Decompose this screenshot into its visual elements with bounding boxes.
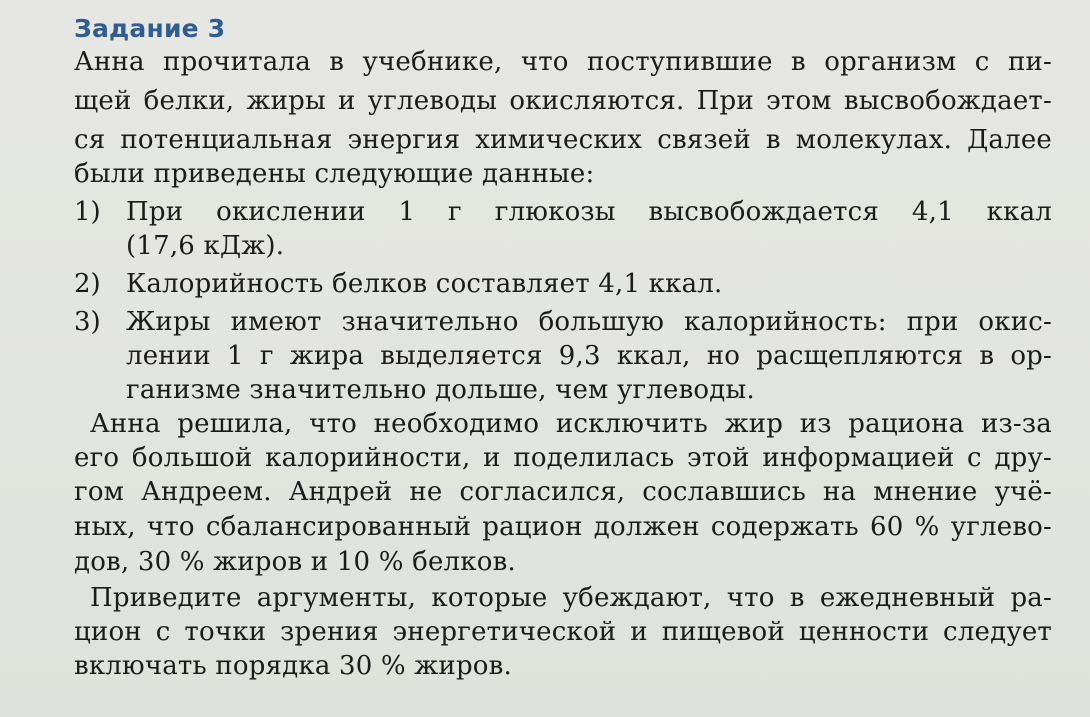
list-item-line: лении 1 г жира выделяется 9,3 ккал, но расщепляются в ор-	[126, 341, 1052, 371]
intro-line: щей белки, жиры и углеводы окисляются. При этом высвобождает-	[74, 86, 1052, 116]
list-item-line: Жиры имеют значительно большую калорийность: при окис-	[126, 307, 1052, 337]
intro-line: были приведены следующие данные:	[74, 159, 595, 189]
list-item-line: (17,6 кДж).	[126, 231, 285, 261]
paragraph-line: гом Андреем. Андрей не согласился, сославшись на мнение учё-	[74, 477, 1052, 507]
paragraph-line: цион с точки зрения энергетической и пищевой ценности следует	[74, 617, 1052, 647]
list-item-number: 2)	[74, 269, 101, 299]
list-item-number: 3)	[74, 307, 101, 337]
paragraph-line: включать порядка 30 % жиров.	[74, 651, 512, 681]
list-item-line: При окислении 1 г глюкозы высвобождается 4,1 ккал	[126, 197, 1052, 227]
task-title: Задание 3	[74, 14, 226, 43]
paragraph-line: Анна решила, что необходимо исключить жир из рациона из-за	[90, 409, 1052, 439]
paragraph-line: Приведите аргументы, которые убеждают, что в ежедневный ра-	[90, 583, 1052, 613]
intro-line: ся потенциальная энергия химических связей в молекулах. Далее	[74, 125, 1052, 155]
paragraph-line: его большой калорийности, и поделилась этой информацией с дру-	[74, 443, 1052, 473]
paragraph-line: ных, что сбалансированный рацион должен содержать 60 % углево-	[74, 512, 1052, 542]
list-item-number: 1)	[74, 197, 101, 227]
list-item-line: ганизме значительно дольше, чем углеводы.	[126, 375, 755, 405]
list-item-line: Калорийность белков составляет 4,1 ккал.	[126, 269, 723, 299]
paragraph-line: дов, 30 % жиров и 10 % белков.	[74, 547, 516, 577]
intro-line: Анна прочитала в учебнике, что поступившие в организм с пи-	[74, 47, 1052, 77]
